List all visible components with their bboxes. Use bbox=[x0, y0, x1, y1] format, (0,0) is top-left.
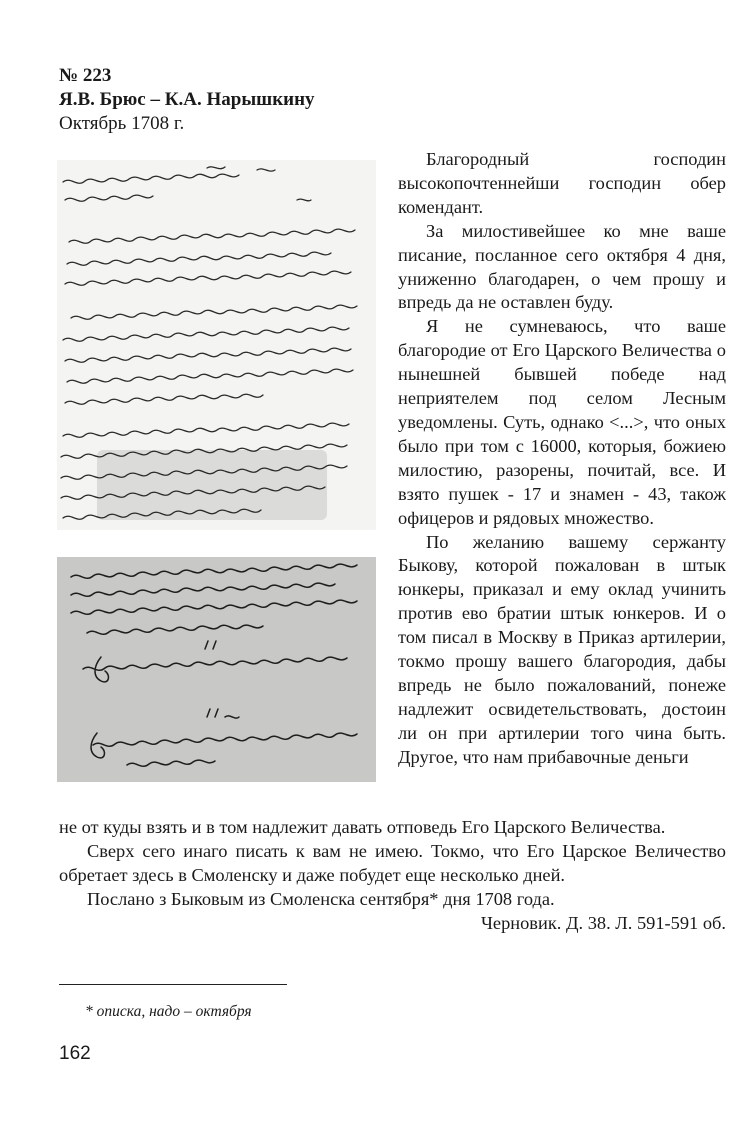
letter-greeting: Благородный господин высокопочтеннейши господин обер комендант. bbox=[398, 149, 726, 217]
letter-text-column bbox=[398, 148, 726, 770]
letter-closing: Послано з Быковым из Смоленска сентября* дня 1708 года. bbox=[87, 888, 555, 909]
correspondents: Я.В. Брюс – К.А. Нарышкину bbox=[59, 89, 315, 110]
document-date: Октябрь 1708 г. bbox=[59, 113, 185, 134]
document-number: № 223 bbox=[59, 65, 112, 86]
document-heading bbox=[59, 64, 315, 136]
manuscript-handwriting-1 bbox=[57, 160, 376, 530]
page-number: 162 bbox=[59, 1043, 91, 1064]
letter-text-full-width bbox=[59, 816, 726, 936]
letter-continuation: не от куды взять и в том надлежит давать отповедь Его Царского Величества. bbox=[59, 817, 666, 837]
letter-paragraph: Сверх сего инаго писать к вам не имею. Токмо, что Его Царское Величество обретает здесь в Смоленску и даже побудет еще несколько дней. bbox=[59, 840, 726, 885]
manuscript-facsimile-2 bbox=[57, 557, 376, 782]
letter-paragraph: Я не сумневаюсь, что ваше благородие от Его Царского Величества о нынешней бывшей победе над неприятелем под селом Лесным уведомлены. Суть, однако <...>, что оных было при том с 16000, которыя, божиею милостию, разорены, почитай, все. И взято пушек - 17 и знамен - 43, також офицеров и рядовых множество. bbox=[398, 316, 726, 528]
letter-paragraph: За милостивейшее ко мне ваше писание, посланное сего октября 4 дня, униженно благодарен, о чем прошу и впредь да не оставлен буду. bbox=[398, 220, 726, 313]
manuscript-facsimile-1 bbox=[57, 160, 376, 530]
archival-source: Черновик. Д. 38. Л. 591-591 об. bbox=[480, 912, 726, 933]
letter-paragraph: По желанию вашему сержанту Быкову, которой пожалован в штык юнкеры, приказал и ему оклад учинить против ево братии штык юнкеров. И о том писал в Москву в Приказ артилерии, токмо прошу вашего благородия, дабы впредь не было пожалований, понеже надлежит освидетельствовать, достоин ли он при артилерии того чина быть. Другое, что нам прибавочные деньги bbox=[398, 531, 726, 767]
manuscript-handwriting-2 bbox=[57, 557, 376, 782]
footnote: * описка, надо – октября bbox=[85, 1003, 252, 1020]
footnote-divider bbox=[59, 984, 287, 985]
